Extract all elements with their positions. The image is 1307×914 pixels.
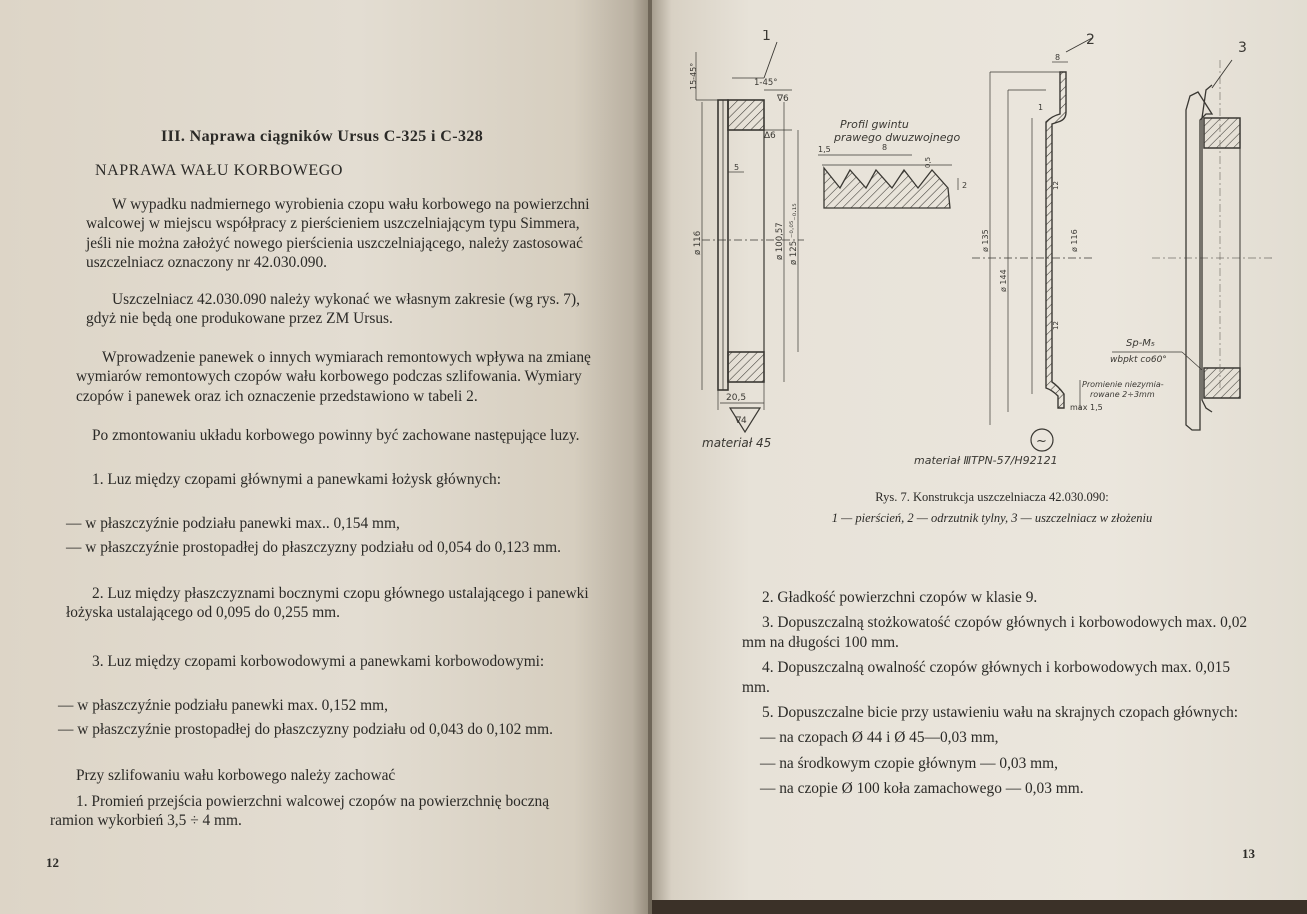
note-promienie-2: rowane 2÷3mm (1090, 390, 1155, 399)
grinding-requirements-list (742, 588, 1252, 805)
paragraph-3: Wprowadzenie panewek o innych wymiarach remontowych wpływa na zmianę wymiarów remontowych czopów wału korbowego podczas szlifowania. Wymiary czopów i panewek oraz ich oznaczenie przedstawiono w tabeli 2. (76, 349, 591, 405)
dim-d125: ø 125 ⁻⁰·⁰⁵₋₀.₁₅ (789, 203, 799, 265)
thread-label-1: Profil gwintu (840, 118, 909, 131)
list-item: 4. Dopuszczalną owalność czopów głównych i korbowodowych max. 0,015 mm. (742, 659, 1231, 696)
clearance-item-1a: — w płaszczyźnie podziału panewki max.. 0,154 mm, (66, 515, 400, 532)
paragraph-1: W wypadku nadmiernego wyrobienia czopu wału korbowego na powierzchni walcowej w miejscu współpracy z pierścieniem uszczelniającym typu Simmera, jeśli nie można założyć nowego pierścienia uszczelniającego, należy zastosować uszczelniacz oznaczony nr 42.030.090. (86, 196, 590, 272)
clearance-item-3b: — w płaszczyźnie prostopadłej do płaszczyzny podziału od 0,043 do 0,102 mm. (58, 721, 553, 738)
table-surface (652, 900, 1307, 914)
paragraph-2: Uszczelniacz 42.030.090 należy wykonać we własnym zakresie (wg rys. 7), gdyż nie będą one produkowane przez ZM Ursus. (86, 291, 580, 328)
dim-8: 8 (1055, 53, 1061, 62)
part-2-deflector (914, 32, 1095, 467)
caption-legend: 1 — pierścień, 2 — odrzutnik tylny, 3 — uszczelniacz w złożeniu (831, 511, 1153, 525)
dim-15-45: 15-45° (689, 62, 698, 90)
note-wbpkt: wbpkt co60° (1110, 355, 1167, 365)
clearance-item-1: 1. Luz między czopami głównymi a panewkami łożysk głównych: (92, 471, 502, 488)
left-page (0, 0, 652, 914)
clearance-item-3a: — w płaszczyźnie podziału panewki max. 0,152 mm, (58, 697, 388, 714)
note-max: max 1,5 (1070, 403, 1103, 412)
dim-20-5: 20,5 (726, 393, 747, 403)
dim-12a: 12 (1052, 181, 1060, 190)
callout-3: 3 (1238, 40, 1247, 56)
callout-2: 2 (1086, 32, 1095, 48)
note-sp: Sp-M₅ (1126, 338, 1155, 349)
seal-technical-drawing (672, 30, 1292, 475)
page-number-right: 13 (1242, 846, 1255, 861)
dim-12b: 12 (1052, 321, 1060, 330)
figure-caption (752, 487, 1232, 529)
thread-dim-0-5: 0,5 (924, 156, 932, 168)
thread-profile (818, 118, 967, 208)
thread-dim-1-5: 1,5 (818, 145, 831, 154)
grinding-item-1: 1. Promień przejścia powierzchni walcowej czopów na powierzchnię boczną ramion wykorbień 3,5 ÷ 4 mm. (50, 793, 550, 830)
thread-dim-2: 2 (962, 181, 968, 190)
section-heading: NAPRAWA WAŁU KORBOWEGO (95, 162, 344, 179)
dim-d100: ø 100,57 (775, 222, 785, 260)
thread-label-2: prawego dwuzwojnego (834, 131, 961, 144)
list-item: 5. Dopuszczalne bicie przy ustawieniu wału na skrajnych czopach głównych: (762, 704, 1239, 722)
part-1-ring (689, 30, 804, 450)
note-promienie-1: Promienie niezymia- (1082, 380, 1164, 389)
surface-symbol-left: ∇4 (735, 416, 747, 426)
chapter-heading: III. Naprawa ciągników Ursus C-325 i C-328 (161, 128, 484, 145)
grinding-intro: Przy szlifowaniu wału korbowego należy zachować (76, 767, 396, 784)
dim-5: 5 (734, 163, 740, 172)
list-item: — na czopie Ø 100 koła zamachowego — 0,03 mm. (760, 780, 1084, 798)
caption-title: Rys. 7. Konstrukcja uszczelniacza 42.030.090: (875, 490, 1109, 504)
clearance-item-3: 3. Luz między czopami korbowodowymi a panewkami korbowodowymi: (92, 653, 545, 670)
list-item: 3. Dopuszczalną stożkowatość czopów głównych i korbowodowych max. 0,02 mm na długości 100 mm. (742, 614, 1248, 651)
dim-d116-b: ø 116 (1070, 229, 1079, 252)
dim-d144: ø 144 (999, 269, 1008, 292)
list-item: 2. Gładkość powierzchni czopów w klasie 9. (762, 589, 1038, 606)
dim-1: 1 (1038, 103, 1044, 112)
part-3-assembly (1070, 40, 1272, 430)
paragraph-4: Po zmontowaniu układu korbowego powinny być zachowane następujące luzy. (92, 427, 580, 444)
roughness-6a: ∇6 (777, 94, 789, 104)
clearance-item-1b: — w płaszczyźnie prostopadłej do płaszczyzny podziału od 0,054 do 0,123 mm. (66, 539, 561, 556)
list-item: — na czopach Ø 44 i Ø 45—0,03 mm, (760, 729, 999, 747)
dim-d135: ø 135 (981, 229, 990, 252)
list-item: — na środkowym czopie głównym — 0,03 mm, (760, 754, 1058, 772)
dim-d116: ø 116 (693, 230, 703, 255)
clearance-item-2: 2. Luz między płaszczyznami bocznymi czopu głównego ustalającego i panewki łożyska ustalającego od 0,095 do 0,255 mm. (66, 585, 589, 622)
callout-1: 1 (762, 30, 771, 44)
page-number-left: 12 (46, 855, 59, 870)
thread-dim-8: 8 (882, 143, 888, 152)
material-left: materiał 45 (702, 436, 772, 450)
surface-symbol-right: ~ (1036, 434, 1047, 449)
roughness-6b: ∆6 (764, 131, 776, 141)
material-right: materiał ⅢTPN-57/H92121 (914, 454, 1058, 467)
dim-1-45: 1-45° (754, 78, 778, 88)
